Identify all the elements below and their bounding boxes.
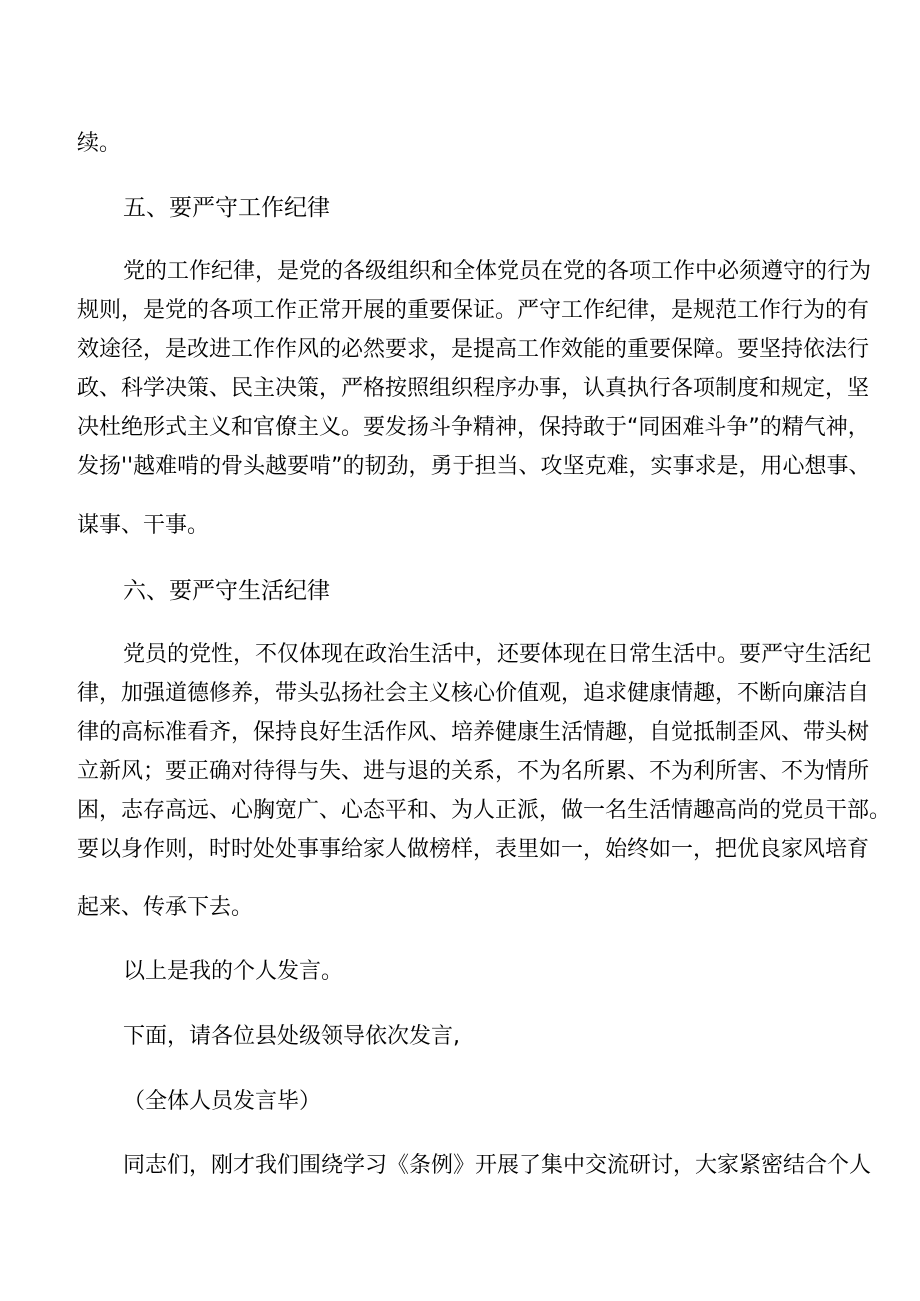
section-6-line-7: 起来、传承下去。 [77, 895, 254, 920]
section-6-line-6: 要以身作则，时时处处事事给家人做榜样，表里如一，始终如一，把优良家风培育 [77, 837, 870, 862]
section-6-line-1: 党员的党性，不仅体现在政治生活中，还要体现在日常生活中。要严守生活纪 [123, 642, 872, 667]
section-5-line-4: 政、科学决策、民主决策，严格按照组织程序办事，认真执行各项制度和规定，坚 [77, 376, 870, 401]
section-5-line-5: 决杜绝形式主义和官僚主义。要发扬斗争精神，保持敢于“同困难斗争”的精气神， [77, 415, 870, 440]
section-6-line-3: 律的高标准看齐，保持良好生活作风、培养健康生活情趣，自觉抵制歪风、带头树 [77, 720, 870, 745]
section-5-line-3: 效途径，是改进工作作风的必然要求，是提高工作效能的重要保障。要坚持依法行 [77, 337, 870, 362]
section-6-line-5: 困，志存高远、心胸宽广、心态平和、为人正派，做一名生活情趣高尚的党员干部。 [77, 798, 892, 823]
section-5-line-2: 规则，是党的各项工作正常开展的重要保证。严守工作纪律，是规范工作行为的有 [77, 298, 870, 323]
next-speakers-line: 下面，请各位县处级领导依次发言, [123, 1024, 460, 1049]
section-5-line-7: 谋事、干事。 [77, 513, 210, 538]
intro-tail: 续。 [77, 131, 122, 156]
section-5-line-1: 党的工作纪律，是党的各级组织和全体党员在党的各项工作中必须遵守的行为 [123, 259, 872, 284]
closing-statement: 以上是我的个人发言。 [123, 959, 344, 984]
section-5-heading: 五、要严守工作纪律 [123, 195, 330, 221]
summary-line: 同志们，刚才我们围绕学习《条例》开展了集中交流研讨，大家紧密结合个人 [123, 1153, 872, 1178]
section-6-heading: 六、要严守生活纪律 [123, 578, 330, 604]
section-6-line-2: 律，加强道德修养，带头弘扬社会主义核心价值观，追求健康情趣，不断向廉洁自 [77, 681, 870, 706]
speeches-finished-note: （全体人员发言毕） [123, 1089, 322, 1114]
section-5-line-6: 发扬''越难啃的骨头越要啃”的韧劲，勇于担当、攻坚克难，实事求是，用心想事、 [77, 454, 871, 479]
section-6-line-4: 立新风；要正确对待得与失、进与退的关系，不为名所累、不为利所害、不为情所 [77, 759, 870, 784]
